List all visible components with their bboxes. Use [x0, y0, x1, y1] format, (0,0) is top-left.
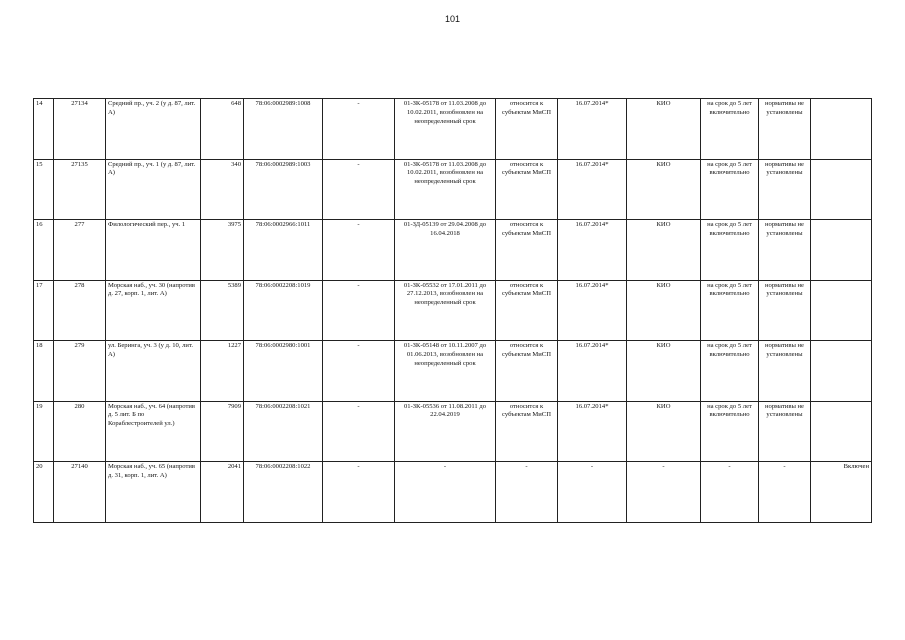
- date-cell: 16.07.2014*: [558, 220, 627, 281]
- cadastral-number-cell: 78:06:0002208:1022: [244, 462, 323, 523]
- area-cell: 5389: [201, 280, 244, 341]
- authority-cell: КИО: [627, 99, 701, 160]
- area-cell: 648: [201, 99, 244, 160]
- area-cell: 2041: [201, 462, 244, 523]
- smb-status-cell: относится к субъектам МиСП: [496, 99, 558, 160]
- status-cell: [811, 159, 872, 220]
- authority-cell: -: [627, 462, 701, 523]
- term-cell: на срок до 5 лет включительно: [701, 280, 759, 341]
- col-6-cell: -: [323, 401, 395, 462]
- table-row: [34, 220, 872, 281]
- row-number-cell: 14: [34, 99, 54, 160]
- table-row: [34, 401, 872, 462]
- authority-cell: КИО: [627, 341, 701, 402]
- row-number-cell: 16: [34, 220, 54, 281]
- col-6-cell: -: [323, 159, 395, 220]
- lease-agreement-cell: 01-ЗК-05178 от 11.03.2008 до 10.02.2011, возобновлен на неопределенный срок: [395, 99, 496, 160]
- col-6-cell: -: [323, 341, 395, 402]
- smb-status-cell: относится к субъектам МиСП: [496, 280, 558, 341]
- date-cell: 16.07.2014*: [558, 280, 627, 341]
- norms-cell: -: [759, 462, 811, 523]
- row-number-cell: 19: [34, 401, 54, 462]
- term-cell: -: [701, 462, 759, 523]
- date-cell: -: [558, 462, 627, 523]
- area-cell: 3975: [201, 220, 244, 281]
- address-cell: Средний пр., уч. 2 (у д. 87, лит. А): [106, 99, 201, 160]
- cadastral-number-cell: 78:06:0002966:1011: [244, 220, 323, 281]
- lease-agreement-cell: 01-ЗД-05139 от 29.04.2008 до 16.04.2018: [395, 220, 496, 281]
- lease-agreement-cell: 01-ЗК-05178 от 11.03.2008 до 10.02.2011, возобновлен на неопределенный срок: [395, 159, 496, 220]
- plot-id-cell: 280: [54, 401, 106, 462]
- col-6-cell: -: [323, 220, 395, 281]
- cadastral-number-cell: 78:06:0002989:1008: [244, 99, 323, 160]
- area-cell: 340: [201, 159, 244, 220]
- col-6-cell: -: [323, 280, 395, 341]
- table-row: [34, 280, 872, 341]
- lease-agreement-cell: 01-ЗК-05532 от 17.01.2011 до 27.12.2013, возобновлен на неопределенный срок: [395, 280, 496, 341]
- smb-status-cell: относится к субъектам МиСП: [496, 341, 558, 402]
- cadastral-number-cell: 78:06:0002989:1003: [244, 159, 323, 220]
- date-cell: 16.07.2014*: [558, 159, 627, 220]
- row-number-cell: 15: [34, 159, 54, 220]
- norms-cell: нормативы не установлены: [759, 99, 811, 160]
- status-cell: Включен: [811, 462, 872, 523]
- cadastral-number-cell: 78:06:0002208:1021: [244, 401, 323, 462]
- smb-status-cell: относится к субъектам МиСП: [496, 159, 558, 220]
- lease-agreement-cell: 01-ЗК-05148 от 10.11.2007 до 01.06.2013, возобновлен на неопределенный срок: [395, 341, 496, 402]
- norms-cell: нормативы не установлены: [759, 341, 811, 402]
- table-row: [34, 99, 872, 160]
- authority-cell: КИО: [627, 220, 701, 281]
- lease-agreement-cell: -: [395, 462, 496, 523]
- authority-cell: КИО: [627, 280, 701, 341]
- term-cell: на срок до 5 лет включительно: [701, 341, 759, 402]
- plot-id-cell: 27140: [54, 462, 106, 523]
- address-cell: Средний пр., уч. 1 (у д. 87, лит. А): [106, 159, 201, 220]
- address-cell: ул. Беринга, уч. 3 (у д. 10, лит. А): [106, 341, 201, 402]
- lease-agreement-cell: 01-ЗК-05536 от 11.08.2011 до 22.04.2019: [395, 401, 496, 462]
- address-cell: Морская наб., уч. 64 (напротив д. 5 лит. Б по Кораблестроителей ул.): [106, 401, 201, 462]
- smb-status-cell: относится к субъектам МиСП: [496, 220, 558, 281]
- norms-cell: нормативы не установлены: [759, 401, 811, 462]
- authority-cell: КИО: [627, 159, 701, 220]
- date-cell: 16.07.2014*: [558, 341, 627, 402]
- page-number: 101: [444, 14, 461, 24]
- status-cell: [811, 220, 872, 281]
- cadastral-number-cell: 78:06:0002208:1019: [244, 280, 323, 341]
- row-number-cell: 20: [34, 462, 54, 523]
- date-cell: 16.07.2014*: [558, 401, 627, 462]
- smb-status-cell: относится к субъектам МиСП: [496, 401, 558, 462]
- address-cell: Филологический пер., уч. 1: [106, 220, 201, 281]
- term-cell: на срок до 5 лет включительно: [701, 99, 759, 160]
- norms-cell: нормативы не установлены: [759, 280, 811, 341]
- status-cell: [811, 99, 872, 160]
- address-cell: Морская наб., уч. 65 (напротив д. 31, корп. 1, лит. А): [106, 462, 201, 523]
- smb-status-cell: -: [496, 462, 558, 523]
- area-cell: 7909: [201, 401, 244, 462]
- row-number-cell: 17: [34, 280, 54, 341]
- plot-id-cell: 27134: [54, 99, 106, 160]
- norms-cell: нормативы не установлены: [759, 159, 811, 220]
- plot-id-cell: 277: [54, 220, 106, 281]
- term-cell: на срок до 5 лет включительно: [701, 159, 759, 220]
- table-row: [34, 462, 872, 523]
- status-cell: [811, 280, 872, 341]
- address-cell: Морская наб., уч. 30 (напротив д. 27, корп. 1, лит. А): [106, 280, 201, 341]
- plot-id-cell: 279: [54, 341, 106, 402]
- term-cell: на срок до 5 лет включительно: [701, 220, 759, 281]
- cadastral-number-cell: 78:06:0002980:1001: [244, 341, 323, 402]
- status-cell: [811, 401, 872, 462]
- term-cell: на срок до 5 лет включительно: [701, 401, 759, 462]
- authority-cell: КИО: [627, 401, 701, 462]
- plot-id-cell: 278: [54, 280, 106, 341]
- date-cell: 16.07.2014*: [558, 99, 627, 160]
- norms-cell: нормативы не установлены: [759, 220, 811, 281]
- col-6-cell: -: [323, 462, 395, 523]
- col-6-cell: -: [323, 99, 395, 160]
- plot-id-cell: 27135: [54, 159, 106, 220]
- table-row: [34, 341, 872, 402]
- status-cell: [811, 341, 872, 402]
- area-cell: 1227: [201, 341, 244, 402]
- land-plots-table: [33, 98, 872, 523]
- row-number-cell: 18: [34, 341, 54, 402]
- table-row: [34, 159, 872, 220]
